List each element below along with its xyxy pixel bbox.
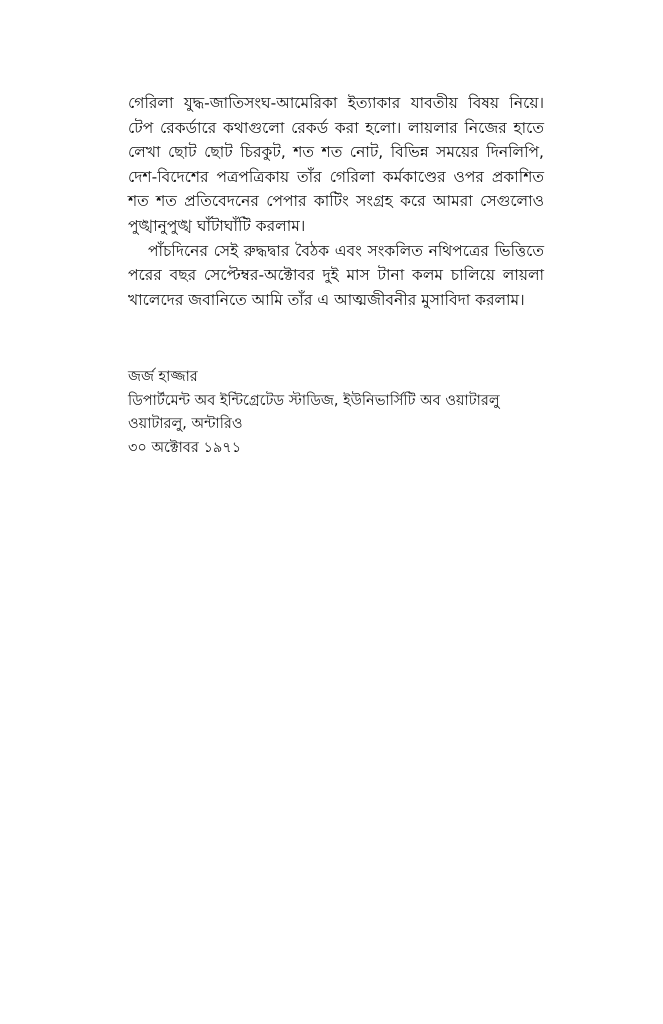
- text-line: লেখা ছোট ছোট চিরকুট, শত শত নোট, বিভিন্ন সময়ের দিনলিপি,: [128, 143, 544, 162]
- signature-block: [128, 366, 548, 460]
- text-line: গেরিলা যুদ্ধ-জাতিসংঘ-আমেরিকা ইত্যাকার যাবতীয় বিষয় নিয়ে।: [128, 94, 544, 112]
- author-affiliation: ডিপার্টমেন্ট অব ইন্টিগ্রেটেড স্টাডিজ, ইউনিভার্সিটি অব ওয়াটারলু: [128, 392, 500, 409]
- signature-date: ৩০ অক্টোবর ১৯৭১: [128, 439, 242, 456]
- body-text: [128, 91, 544, 312]
- author-name: জর্জ হাজ্জার: [128, 369, 198, 385]
- text-line: দেশ-বিদেশের পত্রপত্রিকায় তাঁর গেরিলা কর্মকাণ্ডের ওপর প্রকাশিত: [128, 167, 544, 186]
- text-line: শত শত প্রতিবেদনের পেপার কাটিং সংগ্রহ করে আমরা সেগুলোও: [128, 192, 544, 211]
- text-line: খালেদের জবানিতে আমি তাঁর এ আত্মজীবনীর মুসাবিদা করলাম।: [128, 290, 525, 309]
- text-line: পাঁচদিনের সেই রুদ্ধদ্বার বৈঠক এবং সংকলিত নথিপত্রের ভিত্তিতে: [148, 241, 544, 260]
- author-location: ওয়াটারলু, অন্টারিও: [128, 416, 243, 432]
- text-line: টেপ রেকর্ডারে কথাগুলো রেকর্ড করা হলো। লায়লার নিজের হাতে: [128, 118, 544, 137]
- text-line: পরের বছর সেপ্টেম্বর-অক্টোবর দুই মাস টানা কলম চালিয়ে লায়লা: [128, 266, 544, 285]
- text-line: পুঙ্খানুপুঙ্খ ঘাঁটাঘাঁটি করলাম।: [128, 216, 306, 235]
